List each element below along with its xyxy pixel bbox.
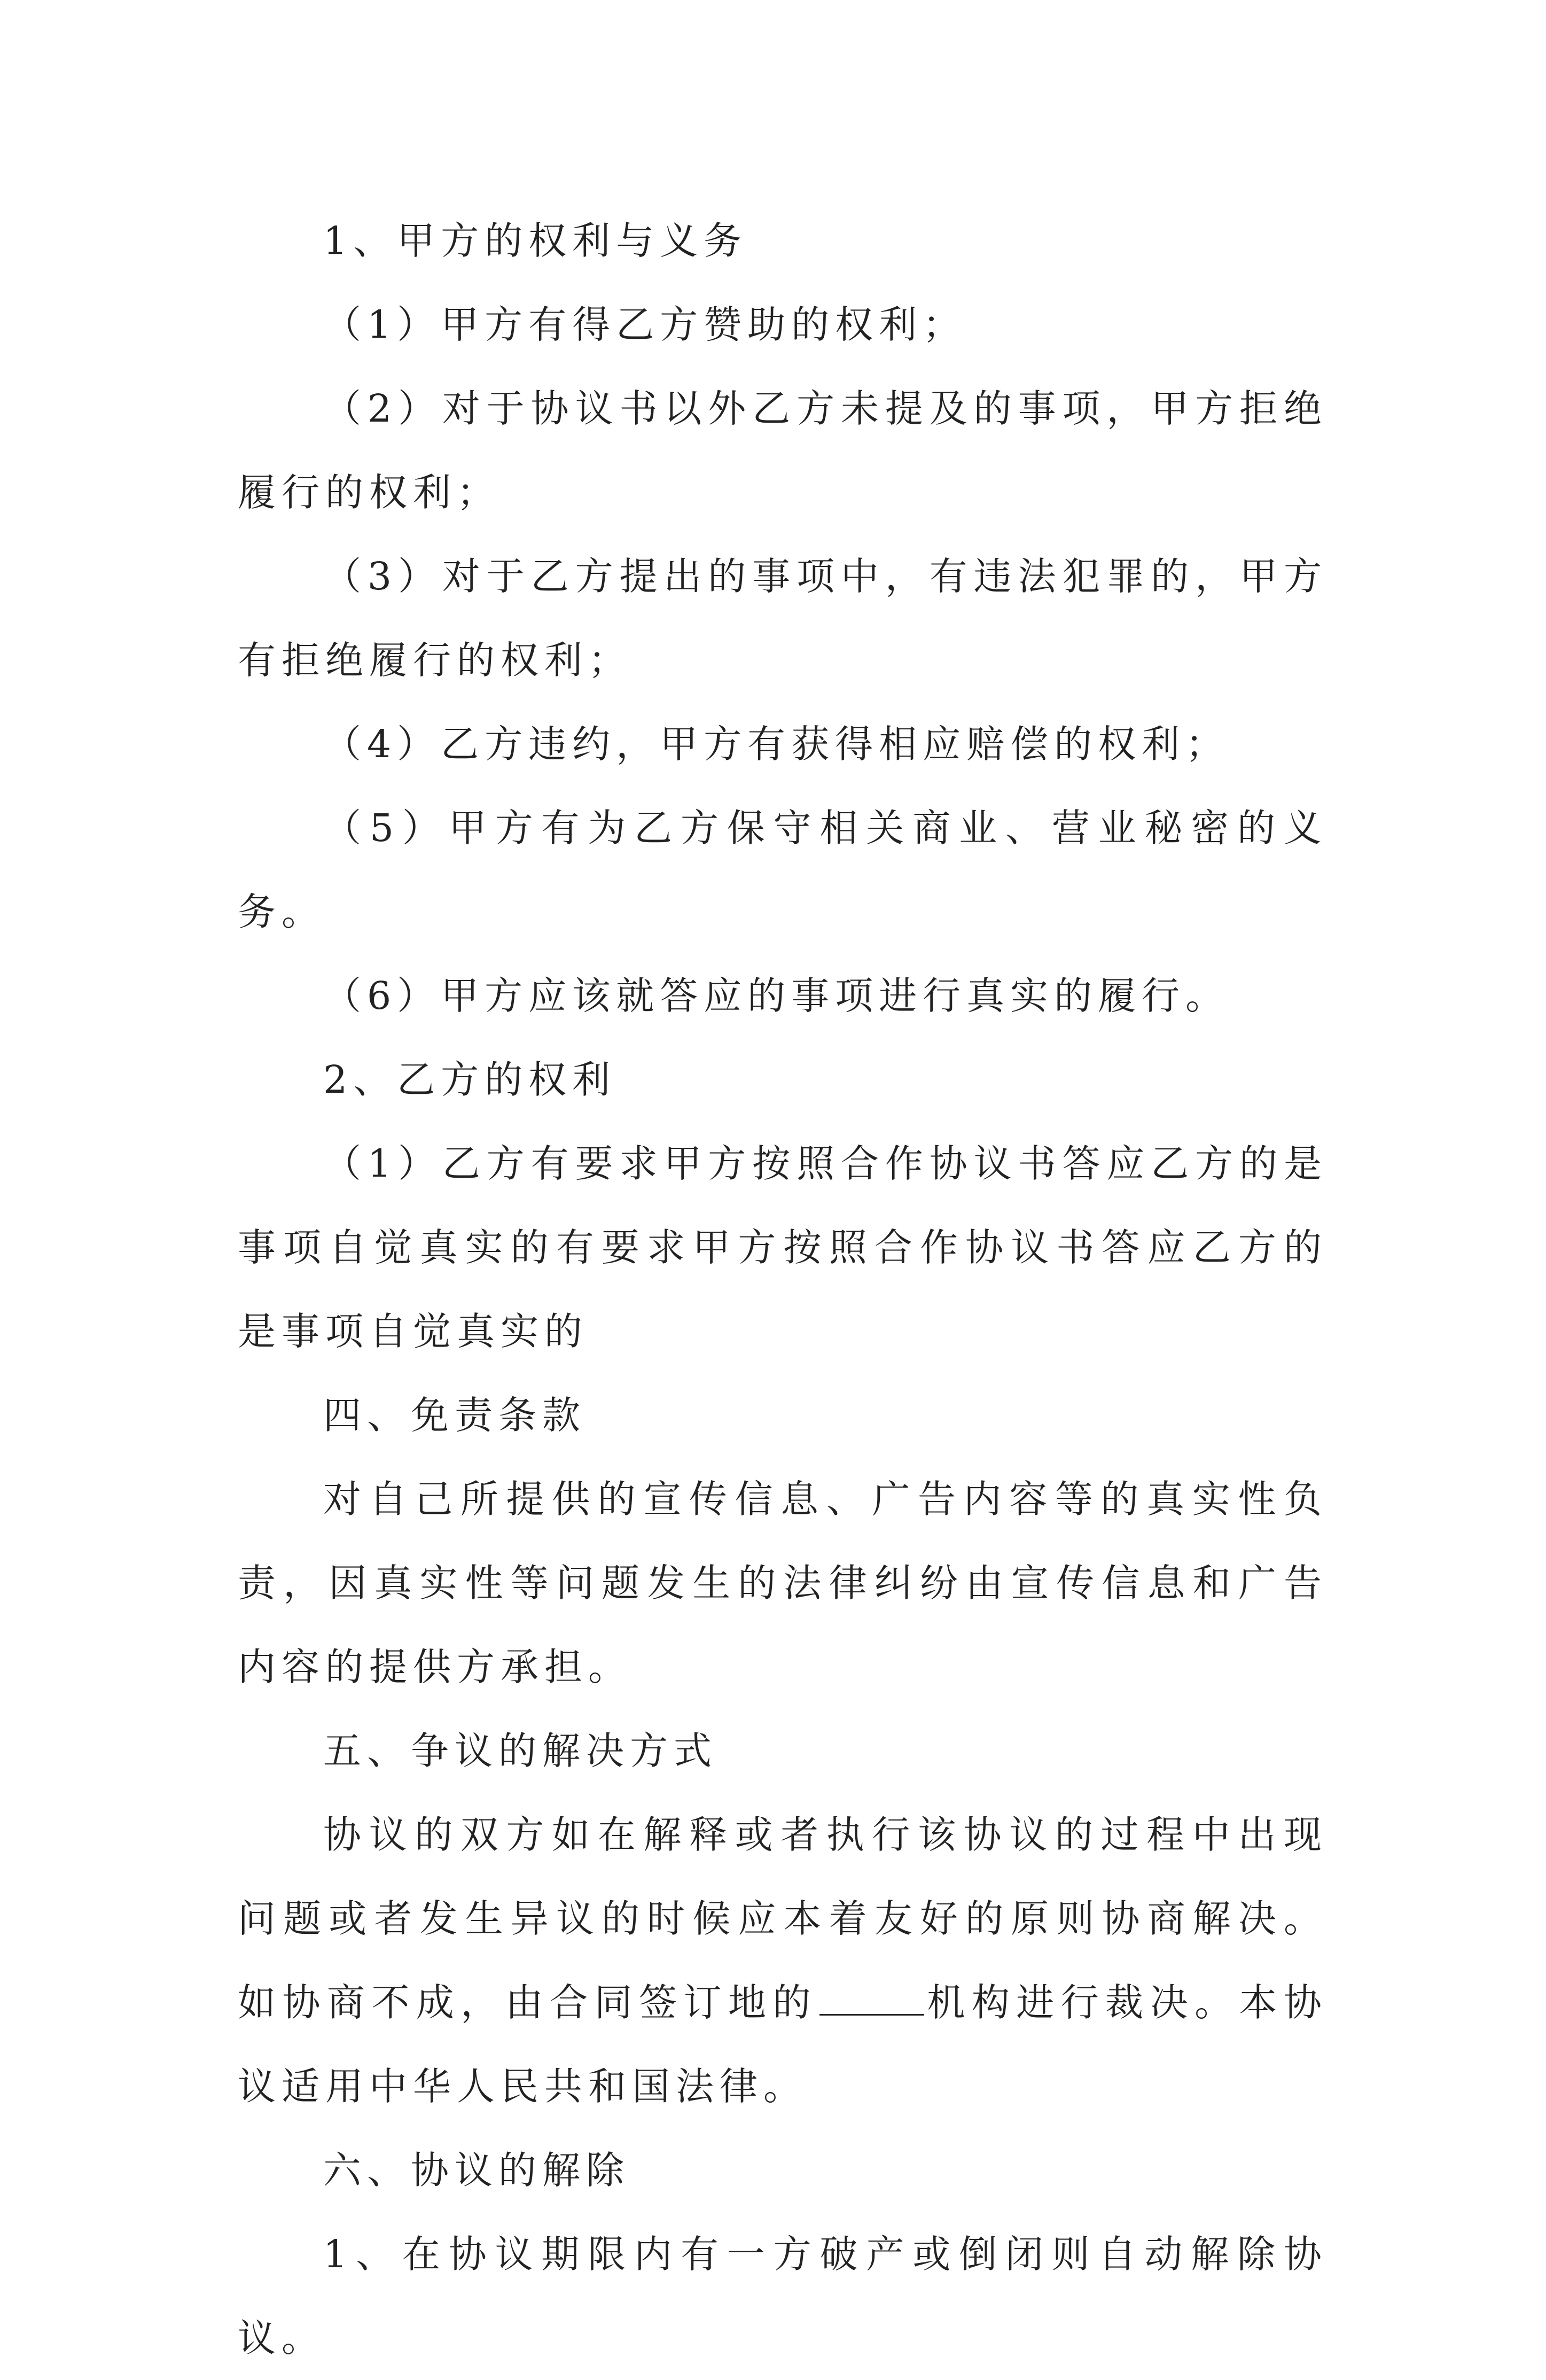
fill-in-blank <box>819 1982 924 2016</box>
document-body <box>238 199 1328 2380</box>
section-heading: 五、争议的解决方式 <box>323 1729 718 1773</box>
paragraph: （6）甲方应该就答应的事项进行真实的履行。 <box>323 974 1230 1018</box>
paragraph: （3）对于乙方提出的事项中，有违法犯罪的，甲方有拒绝履行的权利； <box>238 554 1328 682</box>
paragraph: 1、甲方的权利与义务 <box>323 219 748 263</box>
section-heading: 六、协议的解除 <box>323 2148 630 2192</box>
paragraph: 2、乙方的权利 <box>323 1057 616 1102</box>
section-heading: 四、免责条款 <box>323 1393 587 1437</box>
paragraph: （5）甲方有为乙方保守相关商业、营业秘密的义务。 <box>238 806 1328 934</box>
dispute-text-before-blank: 协议的双方如在解释或者执行该协议的过程中出现问题或者发生异议的时候应本着友好的原则协商解决。如协商不成，由合同签订地的 <box>238 1813 1328 2025</box>
paragraph: （1）乙方有要求甲方按照合作协议书答应乙方的是事项自觉真实的有要求甲方按照合作协议书答应乙方的是事项自觉真实的 <box>238 1141 1328 1354</box>
paragraph: 1、在协议期限内有一方破产或倒闭则自动解除协议。 <box>238 2232 1328 2360</box>
dispute-paragraph <box>238 1793 1328 2128</box>
paragraph: （2）对于协议书以外乙方未提及的事项，甲方拒绝履行的权利； <box>238 386 1328 515</box>
dispute-text-after-blank: 机构进行裁决。本协议适用中华人民共和国法律。 <box>238 1980 1328 2109</box>
paragraph: 对自己所提供的宣传信息、广告内容等的真实性负责，因真实性等问题发生的法律纠纷由宣传信息和广告内容的提供方承担。 <box>238 1477 1328 1689</box>
paragraph: （4）乙方违约，甲方有获得相应赔偿的权利； <box>323 722 1230 766</box>
paragraph: （1）甲方有得乙方赞助的权利； <box>323 302 967 347</box>
